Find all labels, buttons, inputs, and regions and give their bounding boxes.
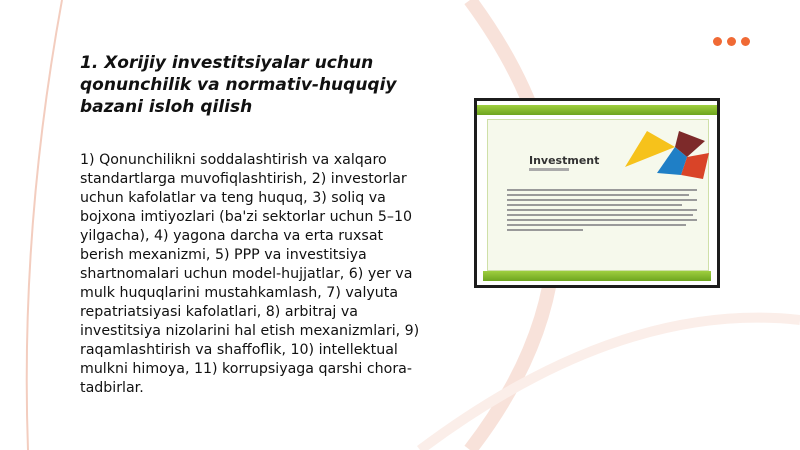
text-line <box>507 224 686 226</box>
text-line <box>507 189 697 191</box>
text-line <box>507 229 583 231</box>
text-line <box>507 214 693 216</box>
thumbnail-top-bar <box>477 105 717 115</box>
dot <box>727 37 736 46</box>
thumbnail-bottom-bar <box>483 271 711 281</box>
thumbnail-slide <box>477 101 717 285</box>
text-line <box>507 219 697 221</box>
dot <box>741 37 750 46</box>
slide-title: 1. Xorijiy investitsiyalar uchun qonunchilik va normativ-huquqiy bazani isloh qilish <box>80 53 397 117</box>
text-line <box>507 194 689 196</box>
decorative-arc-left <box>27 0 62 450</box>
slide-body-text: 1) Qonunchilikni soddalashtirish va xalqaro standartlarga muvofiqlashtirish, 2) investorlar uchun kafolatlar va teng huquq, 3) soliq va bojxona imtiyozlari (ba'zi sektorlar uchun 5–10 yilgacha), 4) yagona darcha va erta ruxsat berish mexanizmi, 5) PPP va investitsiya shartnomalari uchun model-hujjatlar, 6) yer va mulk huquqlarini mustahkamlash, 7) valyuta repatriatsiyasi kafolatlari, 8) arbitraj va investitsiya nizolarini hal etish mexanizmlari, 9) raqamlashtirish va shaffoflik, 10) intellektual mulkni himoya, 11) korrupsiyaga qarshi chora-tadbirlar. <box>80 152 420 396</box>
slide-dots-decoration <box>713 37 750 46</box>
dot <box>713 37 722 46</box>
thumbnail-text-block <box>507 189 697 234</box>
thumbnail-heading: Investment <box>529 154 600 167</box>
thumbnail-subheading <box>529 168 569 171</box>
text-line <box>507 209 697 211</box>
pie-graphic <box>617 127 713 187</box>
text-line <box>507 199 697 201</box>
investment-thumbnail-image <box>474 98 720 288</box>
text-line <box>507 204 682 206</box>
